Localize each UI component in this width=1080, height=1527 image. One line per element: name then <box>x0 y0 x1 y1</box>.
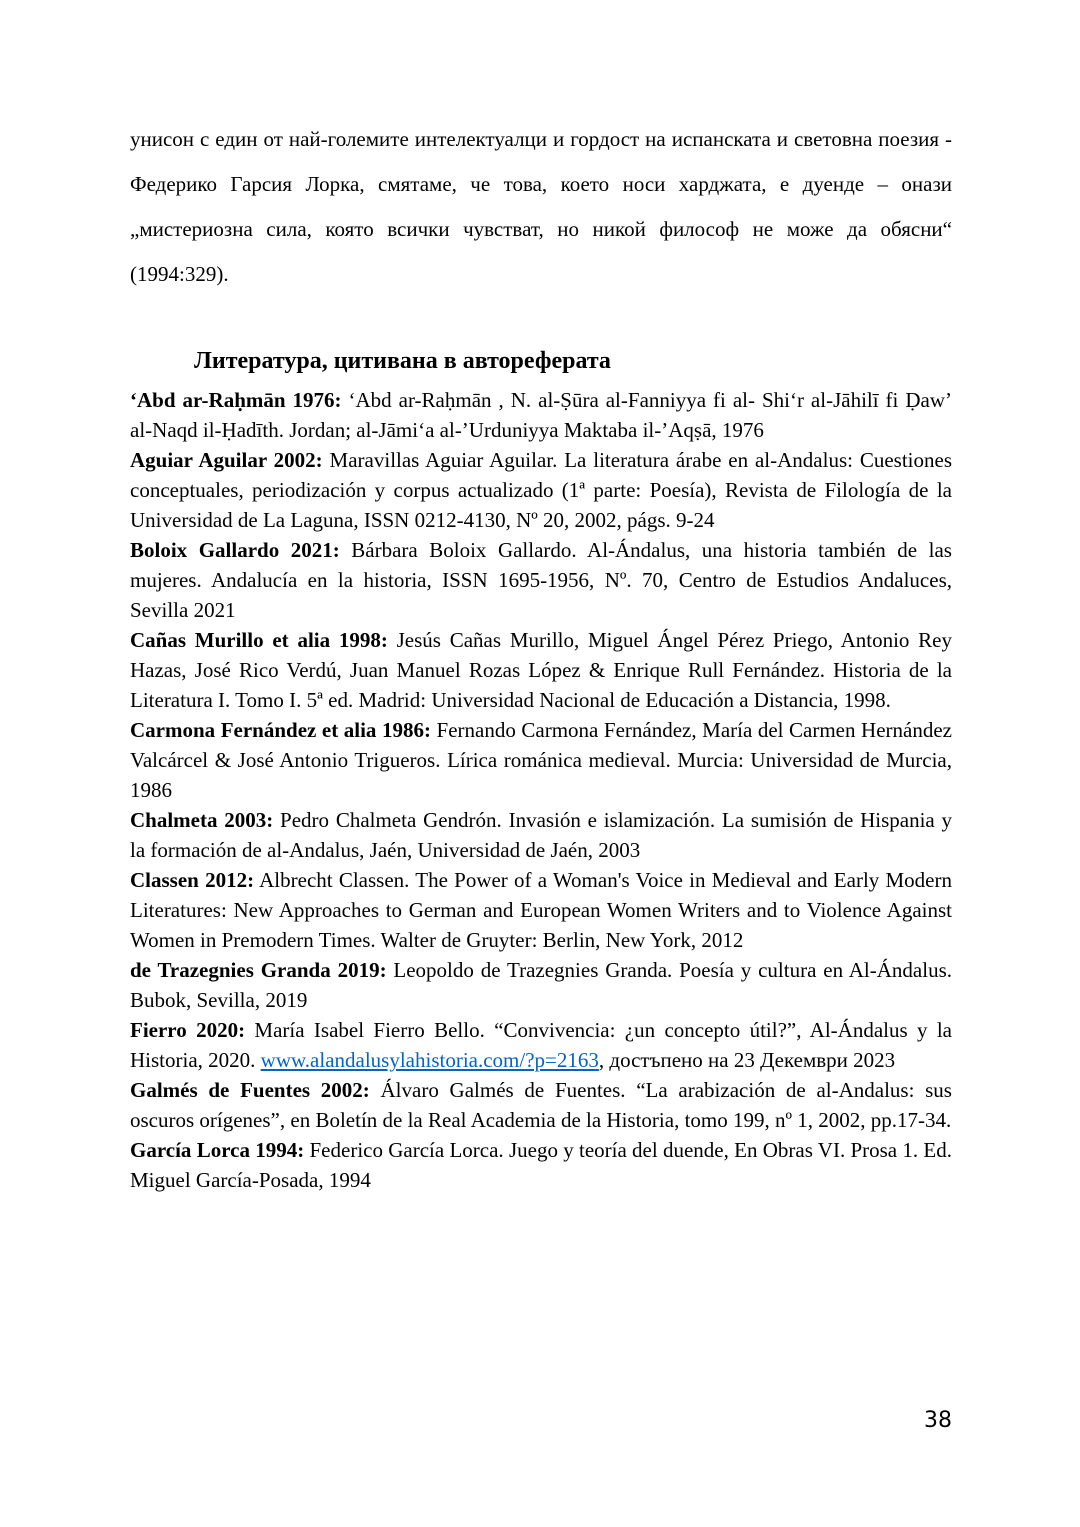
entry-label: Carmona Fernández et alia 1986: <box>130 718 431 742</box>
entry-label: García Lorca 1994: <box>130 1138 305 1162</box>
entry-text: Fernando Carmona Fernández, María del Carmen Hernández Valcárcel & José Antonio Trigueros. Lírica románica medieval. Murcia: Universidad de Murcia, 1986 <box>130 718 952 802</box>
bibliography-heading: Литература, цитивана в автореферата <box>194 348 611 374</box>
bibliography-entry <box>130 535 952 625</box>
entry-label: de Trazegnies Granda 2019: <box>130 958 387 982</box>
entry-text: Albrecht Classen. The Power of a Woman's Voice in Medieval and Early Modern Literatures: New Approaches to German and European Women Writers and to Violence Against Women in Premodern Times. Walter de Gruyter: Berlin, New York, 2012 <box>130 868 953 952</box>
bibliography-entry <box>130 1135 952 1195</box>
entry-label: Galmés de Fuentes 2002: <box>130 1078 370 1102</box>
bibliography-entry <box>130 955 952 1015</box>
entry-label: Boloix Gallardo 2021: <box>130 538 340 562</box>
entry-text: Maravillas Aguiar Aguilar. La literatura árabe en al-Andalus: Cuestiones conceptuales, periodización y corpus actualizado (1ª parte: Poesía), Revista de Filología de la Universidad de La Laguna, ISSN 0212-4130, Nº 20, 2002, págs. 9-24 <box>130 448 952 532</box>
entry-text: Federico García Lorca. Juego y teoría del duende, En Obras VI. Prosa 1. Ed. Miguel García-Posada, 1994 <box>130 1138 952 1192</box>
bibliography-entry <box>130 1075 952 1135</box>
bibliography-entry <box>130 805 952 865</box>
bibliography-entry <box>130 715 952 805</box>
bibliography-entry <box>130 445 952 535</box>
entry-label: ‘Abd ar-Raḥmān 1976: <box>130 388 342 412</box>
entry-text: Leopoldo de Trazegnies Granda. Poesía y cultura en Al-Ándalus. Bubok, Sevilla, 2019 <box>130 958 952 1012</box>
entry-label: Chalmeta 2003: <box>130 808 274 832</box>
intro-paragraph: унисон с един от най-големите интелектуалци и гордост на испанската и световна поезия - Федерико Гарсия Лорка, смятаме, че това, което носи харджата, е дуенде – онази „мистериозна сила, която всички чувстват, но никой философ не може да обясни“ (1994:329). <box>130 127 952 286</box>
bibliography-entry <box>130 385 952 445</box>
bibliography-list <box>130 385 952 1195</box>
document-page <box>130 0 952 1195</box>
entry-text: ‘Abd ar-Raḥmān , N. al-Ṣūra al-Fanniyya fi al- Shi‘r al-Jāhilī fi Ḍaw’ al-Naqd il-Ḥadīth. Jordan; al-Jāmi‘a al-’Urduniyya Maktaba il-’Aqṣā, 1976 <box>130 388 953 442</box>
entry-text: Bárbara Boloix Gallardo. Al-Ándalus, una historia también de las mujeres. Andalucía en la historia, ISSN 1695-1956, Nº. 70, Centro de Estudios Andaluces, Sevilla 2021 <box>130 538 952 622</box>
entry-text: Jesús Cañas Murillo, Miguel Ángel Pérez Priego, Antonio Rey Hazas, José Rico Verdú, Juan Manuel Rozas López & Enrique Rull Fernández. Historia de la Literatura I. Tomo I. 5ª ed. Madrid: Universidad Nacional de Educación a Distancia, 1998. <box>130 628 952 712</box>
entry-label: Cañas Murillo et alia 1998: <box>130 628 388 652</box>
entry-text: Pedro Chalmeta Gendrón. Invasión e islamización. La sumisión de Hispania y la formación de al-Andalus, Jaén, Universidad de Jaén, 2003 <box>130 808 952 862</box>
entry-text: Álvaro Galmés de Fuentes. “La arabización de al-Andalus: sus oscuros orígenes”, en Boletín de la Real Academia de la Historia, tomo 199, nº 1, 2002, pp.17-34. <box>130 1078 952 1132</box>
bibliography-entry <box>130 865 952 955</box>
entry-label: Aguiar Aguilar 2002: <box>130 448 323 472</box>
entry-label: Fierro 2020: <box>130 1018 246 1042</box>
entry-label: Classen 2012: <box>130 868 255 892</box>
entry-text: María Isabel Fierro Bello. “Convivencia: ¿un concepto útil?”, Al-Ándalus y la Historia, 2020. <box>130 1018 953 1072</box>
entry-link[interactable]: www.alandalusylahistoria.com/?p=2163 <box>260 1048 599 1072</box>
bibliography-entry <box>130 625 952 715</box>
bibliography-entry <box>130 1015 952 1075</box>
page-number: 38 <box>924 1408 952 1433</box>
entry-after: , достъпено на 23 Декември 2023 <box>598 1048 896 1072</box>
